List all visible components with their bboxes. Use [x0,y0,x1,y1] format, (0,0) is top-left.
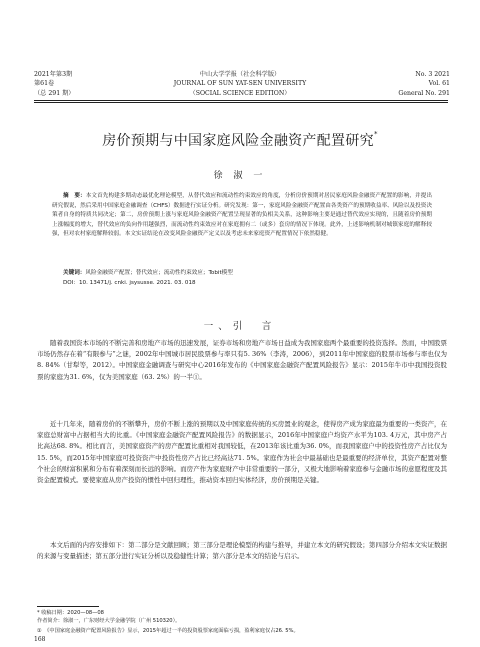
section-heading-introduction: 一、引 言 [203,321,277,332]
keywords-label: 关键词： [63,270,86,276]
page-number: 168 [34,636,46,643]
footnote-received-date: * 收稿日期：2020—08—08 [37,610,104,616]
doi [52,279,432,289]
body-paragraph-text: 随着我国资本市场的不断完善和房地产市场的迅速发展，证券市场和房地产市场日益成为我国家庭两个最重要的投资选择。然而，中国股票市场仍然存在着“有限参与”之谜，2002年中国城市居民股票参与率只有5. 36%（李涛，2006），到2011年中国家庭的股票市场参与率也仅为8. 84%（甘犁等，2012）。中国家庭金融调查与研究中心2016年发布的《中国家庭金融资产配置风险报告》显示：2015年牛市中我国投资股票的家庭为31. 6%，仅为美国家庭（63. 2%）的一半①。 [37,339,447,381]
abstract-text: 本文首先构建多期动态最优化理论模型，从替代效应和流动性约束效应的角度，分析房价预期对居民家庭风险金融资产配置的影响，并提出研究假说，然后采用中国家庭金融调查（CHFS）数据进行实证分析。研究发现：第一，家庭风险金融资产配置由各类资产的预期收益率、风险以及投资决策者自身的特质共同决定；第二，房价预期上涨与家庭风险金融资产配置呈现显著的负相关关系，这种影响主要是通过替代效应实现的，且随着房价预期上涨幅度的增大，替代效应的负向作用越强烈，而流动性约束效应对在家庭拥有二（或多）套房的情况下体现。此外，上述影响机制对城镇家庭的解释较强，但对农村家庭解释较弱。本文实证结论在改变风险金融资产定义以及考虑未来家庭资产配置情况下依然稳健。 [52,193,432,238]
volume-line: 第61卷 [34,80,55,88]
general-issue-line: （总 291 期） [34,89,75,97]
journal-edition-english: （SOCIAL SCIENCE EDITION） [189,89,291,97]
body-paragraph-text: 本文后面的内容安排如下：第二部分是文献回顾；第三部分是理论模型的构建与推导，并建立本文的研究假设；第四部分介绍本文实证数据的来源与变量描述；第五部分进行实证分析以及稳健性计算；第六部分是本文的结论与启示。 [37,541,447,561]
keywords [52,269,432,279]
header-rule-bottom [34,102,448,103]
footnote-author-bio: 作者简介：徐淑一，广东财经大学金融学院（广州 510320）。 [37,618,181,624]
footnote-report-note: ① 《中国家庭金融资产配置风险报告》显示，2015年超过一半的投资股票家庭面临亏损，盈利家庭仅占26. 5%。 [37,628,299,634]
keywords-text: 风险金融资产配置；替代效应；流动性约束效应；Tobit模型 [85,270,233,276]
issue-number-english: No. 3 2021 [415,71,450,78]
general-number-english: General No. 291 [398,89,450,97]
body-paragraph [37,419,447,486]
journal-name-chinese: 中山大学学报（社会科学版） [199,71,281,78]
article-author: 徐 淑 一 [213,171,267,181]
issue-year-line: 2021年第3期 [34,71,73,78]
abstract [52,192,432,240]
article-title-text: 房价预期与中国家庭风险金融资产配置研究 [102,133,374,149]
body-paragraph-text: 近十几年来，随着房价的不断攀升，房价不断上涨的预期以及中国家庭传统的买房置业的观念，使得房产成为家庭最为重要的一类资产，在家庭总财富中占据相当大的比重。《中国家庭金融资产配置风险报告》的数据显示，2016年中国家庭户均资产水平为103. 4万元，其中房产占比高达68. 8%。相比而言，美国家庭资产的房产配置比重相对我国较低，在2013年该比重为36. 0%，而我国家庭户中的投资性房产占比仅为15. 5%，而2015年中国家庭可投资资产中投资性房产占比已经高达71. 5%。家庭作为社会中最基础也是最重要的经济单位，其资产配置对整个社会的财富积累和分布有着深刻而长远的影响。而房产作为家庭财产中非常重要的一部分，又极大地影响着家庭参与金融市场的意愿程度及其资金配置模式。要使家庭从房产投资的惯性中回归理性，推动资本回归实体经济，房价预期是关键。 [37,420,447,485]
doi-value: 10. 13471/j. cnki. jsysusse. 2021. 03. 018 [78,280,196,286]
abstract-label: 摘 要： [63,193,86,199]
body-paragraph [37,338,447,383]
journal-name-english: JOURNAL OF SUN YAT-SEN UNIVERSITY [173,80,307,88]
header-rule-top [34,100,448,101]
volume-english: Vol. 61 [428,80,450,88]
footnote-divider [37,606,99,607]
journal-issue-info-english [398,70,450,98]
article-title [0,130,480,150]
doi-label: DOI： [63,280,79,286]
body-paragraph [37,540,447,562]
title-footnote-mark: * [373,130,378,138]
